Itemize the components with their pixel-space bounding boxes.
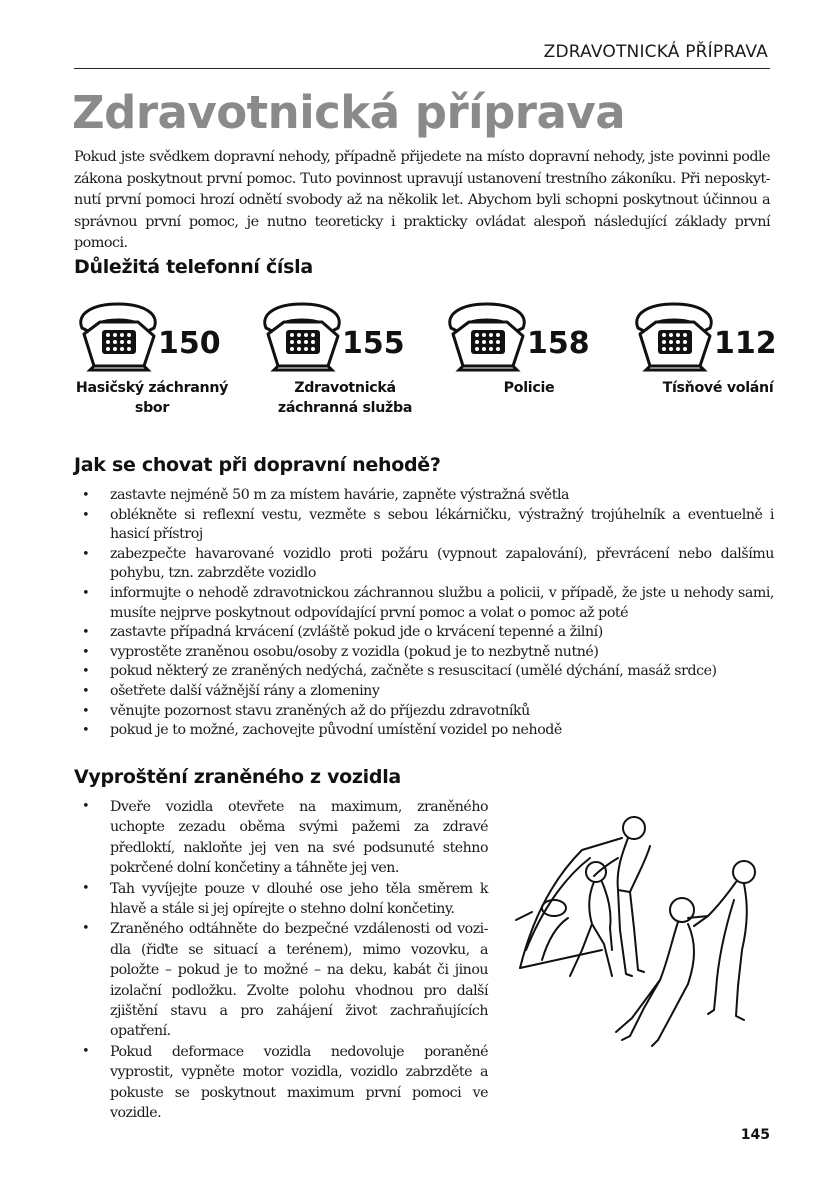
list-item: • pokud některý ze zraněných nedýchá, začněte s resuscitací (umělé dýchání, masáž srdce) bbox=[74, 662, 774, 682]
phone-item-emergency bbox=[630, 300, 810, 420]
list-item: • zabezpečte havarované vozidlo proti požáru (vypnout zapalování), převrácení nebo dalšímu pohybu, tzn. zabrzděte vozidlo bbox=[74, 545, 774, 584]
list-item: • zastavte nejméně 50 m za místem havárie, zapněte výstražná světla bbox=[74, 486, 774, 506]
header-rule bbox=[74, 68, 770, 69]
phone-number: 150 bbox=[158, 326, 221, 361]
running-header: ZDRAVOTNICKÁ PŘÍPRAVA bbox=[543, 42, 768, 62]
telephone-icon bbox=[74, 300, 162, 372]
intro-paragraph: Pokud jste svědkem dopravní nehody, případně přijedete na místo dopravní nehody, jste povinni podle zákona poskytnout první pomoc. Tuto povinnost upravují ustanovení trestního zákoníku. Při neposkyt-nutí první pomoci hrozí odnětí svobody až na několik let. Abychom byli schopni poskytnout účinnou a správnou první pomoc, je nutno teoreticky i prakticky ovládat alespoň následující základy první pomoci. bbox=[74, 149, 770, 251]
phone-number: 112 bbox=[714, 326, 777, 361]
list-item: • oblékněte si reflexní vestu, vezměte s sebou lékárničku, výstražný trojúhelník a eventuelně i hasicí přístroj bbox=[74, 506, 774, 545]
telephone-icon bbox=[630, 300, 718, 372]
rescue-illustration bbox=[512, 800, 774, 1062]
list-item: • Dveře vozidla otevřete na maximum, zraněného uchopte zezadu oběma svými pažemi za zdravé předloktí, nakloňte jej ven na své podsunuté stehno pokrčené dolní končetiny a táhněte jej ven. bbox=[74, 797, 488, 879]
list-item: • informujte o nehodě zdravotnickou záchrannou službu a policii, v případě, že jste u nehody sami, musíte nejprve poskytnout odpovídající první pomoc a volat o pomoc až poté bbox=[74, 584, 774, 623]
accident-list bbox=[74, 486, 774, 741]
page-title: Zdravotnická příprava bbox=[72, 86, 626, 139]
telephone-icon bbox=[258, 300, 346, 372]
list-item: • pokud je to možné, zachovejte původní umístění vozidel po nehodě bbox=[74, 721, 774, 741]
list-item: • ošetřete další vážnější rány a zlomeniny bbox=[74, 682, 774, 702]
phone-number: 158 bbox=[527, 326, 590, 361]
phone-item-fire bbox=[74, 300, 254, 420]
phone-label: Tísňové volání bbox=[662, 380, 774, 396]
list-item: • vyprostěte zraněnou osobu/osoby z vozidla (pokud je to nezbytně nutné) bbox=[74, 643, 774, 663]
page-number: 145 bbox=[740, 1127, 770, 1143]
list-item: • věnujte pozornost stavu zraněných až do příjezdu zdravotníků bbox=[74, 702, 774, 722]
telephone-icon bbox=[443, 300, 531, 372]
phone-item-police bbox=[443, 300, 623, 420]
accident-heading: Jak se chovat při dopravní nehodě? bbox=[74, 454, 441, 476]
list-item: • Pokud deformace vozidla nedovoluje poraněné vyprostit, vypněte motor vozidla, vozidlo zabrzděte a pokuste se poskytnout maximum první pomoci ve vozidle. bbox=[74, 1042, 488, 1124]
phone-label: Zdravotnická záchranná služba bbox=[277, 380, 413, 416]
phone-number: 155 bbox=[342, 326, 405, 361]
list-item: • zastavte případná krvácení (zvláště pokud jde o krvácení tepenné a žilní) bbox=[74, 623, 774, 643]
extraction-heading: Vyproštění zraněného z vozidla bbox=[74, 766, 401, 788]
list-item: • Tah vyvíjejte pouze v dlouhé ose jeho těla směrem k hlavě a stále si jej opírejte o stehno dolní končetiny. bbox=[74, 879, 488, 920]
phones-heading: Důležitá telefonní čísla bbox=[74, 256, 313, 278]
phone-label: Policie bbox=[503, 380, 555, 396]
extraction-list bbox=[74, 797, 488, 1124]
phone-label: Hasičský záchranný sbor bbox=[75, 380, 229, 416]
list-item: • Zraněného odtáhněte do bezpečné vzdálenosti od vozi-dla (řiďte se situací a terénem), mimo vozovku, a položte – pokud je to možné – na deku, kabát či jinou izolační podložku. Zvolte polohu vhodnou pro další zjištění stavu a pro zahájení život zachraňujících opatření. bbox=[74, 919, 488, 1041]
phone-item-ambulance bbox=[258, 300, 438, 420]
